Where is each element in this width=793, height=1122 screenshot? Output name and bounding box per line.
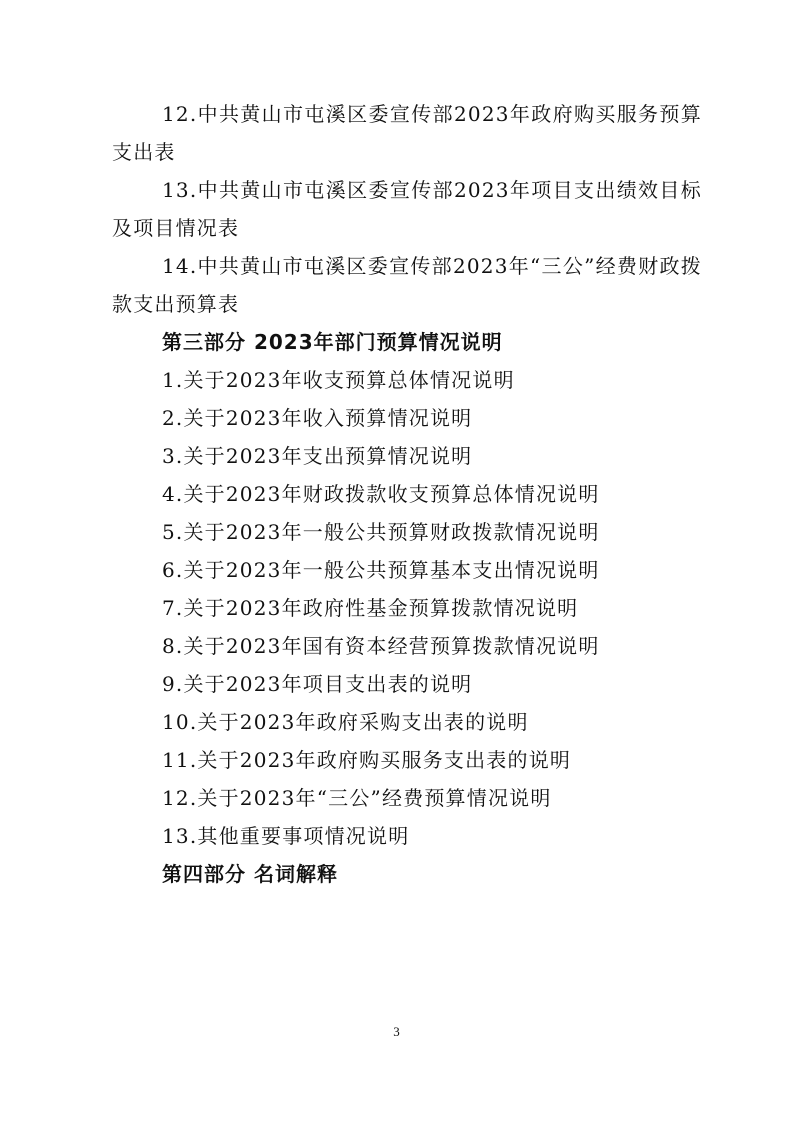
part3-heading: 第三部分 2023年部门预算情况说明 xyxy=(162,330,503,354)
toc-item-12: 12.中共黄山市屯溪区委宣传部2023年政府购买服务预算支出表 xyxy=(112,102,702,164)
part3-item-7: 7.关于2023年政府性基金预算拨款情况说明 xyxy=(162,596,579,620)
toc-content xyxy=(112,95,702,893)
part4-heading: 第四部分 名词解释 xyxy=(162,862,338,886)
part3-item-10: 10.关于2023年政府采购支出表的说明 xyxy=(162,710,529,734)
part3-item-8: 8.关于2023年国有资本经营预算拨款情况说明 xyxy=(162,634,600,658)
toc-item-13: 13.中共黄山市屯溪区委宣传部2023年项目支出绩效目标及项目情况表 xyxy=(112,178,702,240)
part3-item-4: 4.关于2023年财政拨款收支预算总体情况说明 xyxy=(162,482,600,506)
part3-item-13: 13.其他重要事项情况说明 xyxy=(162,824,410,848)
page-number: 3 xyxy=(393,1024,400,1039)
part3-item-12: 12.关于2023年“三公”经费预算情况说明 xyxy=(162,786,552,810)
part3-item-11: 11.关于2023年政府购买服务支出表的说明 xyxy=(162,748,572,772)
part3-item-1: 1.关于2023年收支预算总体情况说明 xyxy=(162,368,515,392)
part3-item-2: 2.关于2023年收入预算情况说明 xyxy=(162,406,473,430)
toc-item-14: 14.中共黄山市屯溪区委宣传部2023年“三公”经费财政拨款支出预算表 xyxy=(112,254,702,316)
part3-item-6: 6.关于2023年一般公共预算基本支出情况说明 xyxy=(162,558,600,582)
part3-item-5: 5.关于2023年一般公共预算财政拨款情况说明 xyxy=(162,520,600,544)
part3-item-3: 3.关于2023年支出预算情况说明 xyxy=(162,444,473,468)
part3-item-9: 9.关于2023年项目支出表的说明 xyxy=(162,672,473,696)
